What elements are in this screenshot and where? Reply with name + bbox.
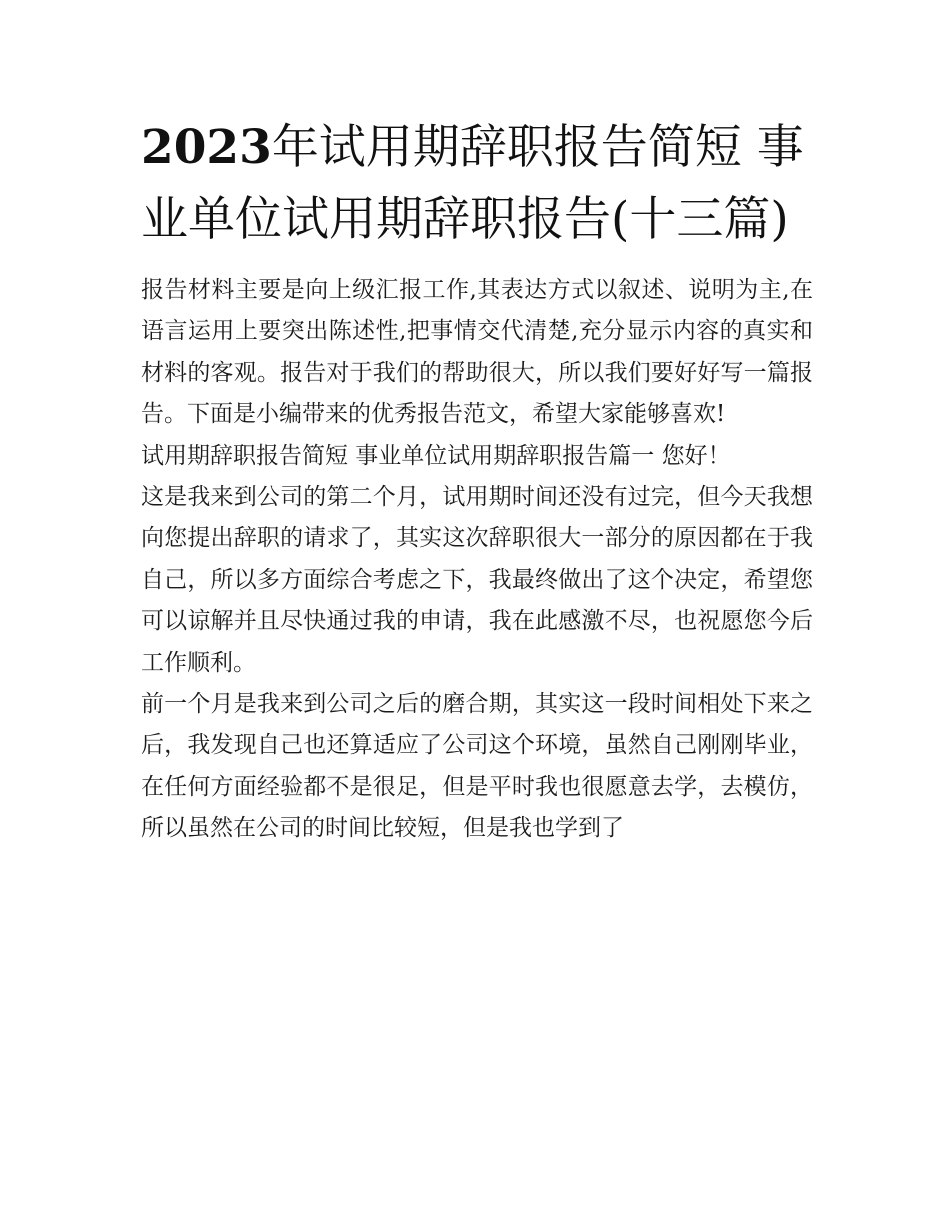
body-paragraph: 这是我来到公司的第二个月，试用期时间还没有过完，但今天我想向您提出辞职的请求了，其实这次辞职很大一部分的原因都在于我自己，所以多方面综合考虑之下，我最终做出了这个决定，希望您可以谅解并且尽快通过我的申请，我在此感激不尽，也祝愿您今后工作顺利。 <box>141 484 813 676</box>
document-title <box>141 112 813 256</box>
section-heading-paragraph: 试用期辞职报告简短 事业单位试用期辞职报告篇一 您好！ <box>141 442 731 469</box>
document-body <box>141 112 813 850</box>
intro-paragraph: 报告材料主要是向上级汇报工作,其表达方式以叙述、说明为主,在语言运用上要突出陈述性,把事情交代清楚,充分显示内容的真实和材料的客观。报告对于我们的帮助很大，所以我们要好好写一篇报告。下面是小编带来的优秀报告范文，希望大家能够喜欢! <box>141 277 813 428</box>
title-text: 年试用期辞职报告简短 事业单位试用期辞职报告(十三篇) <box>141 120 804 247</box>
body-paragraph: 前一个月是我来到公司之后的磨合期，其实这一段时间相处下来之后，我发现自己也还算适应了公司这个环境，虽然自己刚刚毕业，在任何方面经验都不是很足，但是平时我也很愿意去学，去模仿，所以虽然在公司的时间比较短，但是我也学到了 <box>141 691 813 842</box>
title-year: 2023 <box>141 120 272 175</box>
